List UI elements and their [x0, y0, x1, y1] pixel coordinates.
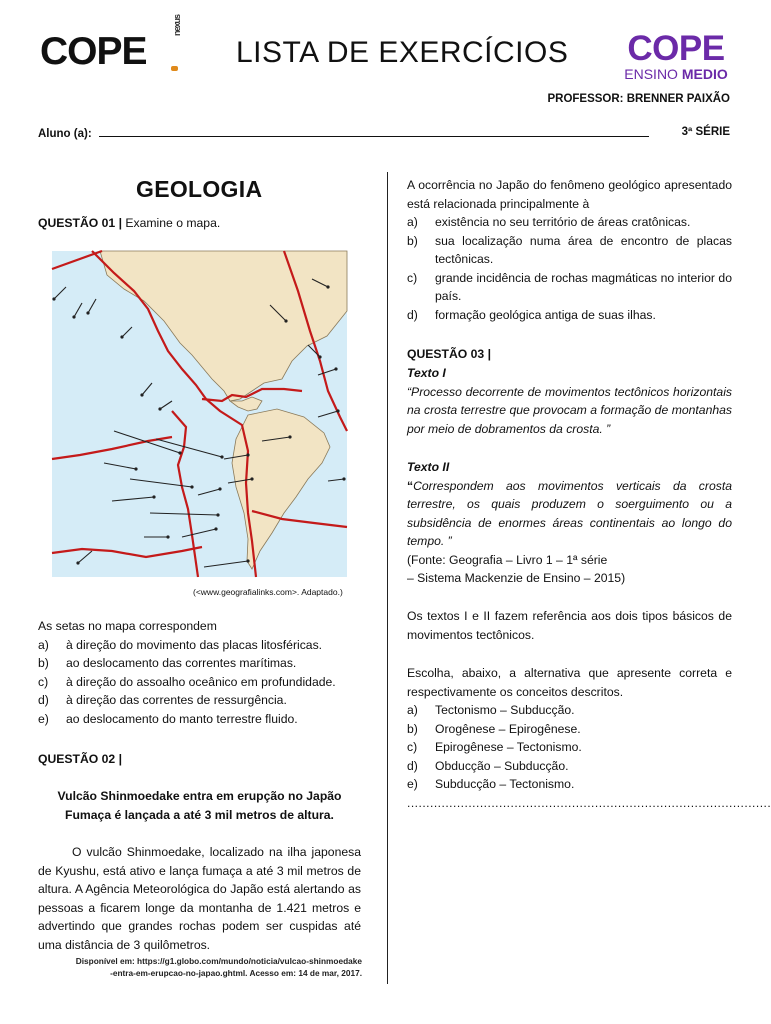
question-3-options	[407, 701, 732, 794]
option-text: existência no seu território de áreas cratônicas.	[435, 215, 691, 229]
texto-1	[407, 364, 732, 438]
option-text: grande incidência de rochas magmáticas no interior do país.	[435, 270, 732, 303]
question-2-label: QUESTÃO 02 |	[38, 752, 123, 766]
option-key: a)	[38, 637, 49, 652]
option-text: à direção do assoalho oceânico em profundidade.	[66, 674, 336, 689]
q1-option-b[interactable]	[38, 654, 361, 673]
q2-source-line-2: -entra-em-erupcao-no-japao.ghtml. Acesso em: 14 de mar, 2017.	[110, 968, 362, 978]
fonte-text-1: (Fonte: Geografia – Livro 1 – 1ª série	[407, 552, 608, 567]
option-key: a)	[407, 215, 418, 229]
q2-option-c[interactable]	[407, 269, 732, 306]
q2-source	[44, 955, 362, 979]
option-text: Tectonismo – Subducção.	[435, 703, 575, 717]
grade-label: 3ª SÉRIE	[681, 126, 730, 138]
logo-right-sub-b: MEDIO	[681, 66, 728, 82]
section-title: GEOLOGIA	[136, 176, 263, 202]
q3-option-b[interactable]	[407, 720, 732, 739]
q3-option-e[interactable]	[407, 775, 732, 794]
q2-source-line-1: Disponível em: https://g1.globo.com/mundo/noticia/vulcao-shinmoedake	[75, 956, 362, 966]
option-text: sua localização numa área de encontro de placas tectônicas.	[435, 233, 732, 266]
student-line	[38, 126, 730, 140]
option-key: c)	[38, 674, 49, 689]
option-text: Orogênese – Epirogênese.	[435, 721, 581, 736]
texto-2-body	[407, 477, 732, 551]
question-2-stem: A ocorrência no Japão do fenômeno geológico apresentado está relacionada principalmente à	[407, 178, 732, 211]
q2-headline-line-2: Fumaça é lançada a até 3 mil metros de altura.	[65, 807, 334, 822]
answer-dotted-line: ...............................................................................................	[407, 796, 771, 810]
option-text: Subducção – Tectonismo.	[435, 777, 575, 791]
map-credit: (<www.geografialinks.com>. Adaptado.)	[193, 587, 343, 597]
option-text: ao deslocamento do manto terrestre fluido.	[66, 711, 298, 726]
question-2-continued	[407, 176, 732, 324]
fonte-text-2: – Sistema Mackenzie de Ensino – 2015)	[407, 571, 626, 585]
texto-1-label: Texto I	[407, 366, 446, 380]
q3-paragraph-2: Escolha, abaixo, a alternativa que apresente correta e respectivamente os conceitos descritos.	[407, 666, 732, 699]
student-label: Aluno (a):	[38, 128, 92, 140]
q2-headline	[38, 787, 361, 824]
logo-right-text: COPE	[627, 29, 725, 68]
question-1-stem: As setas no mapa correspondem	[38, 619, 217, 633]
option-key: d)	[407, 307, 418, 322]
q1-option-a[interactable]	[38, 636, 361, 655]
texto-1-body: “Processo decorrente de movimentos tectônicos horizontais na crosta terrestre que provocam a formação de montanhas por meio de dobramentos da crosta. ”	[407, 384, 732, 436]
question-1-header	[38, 214, 361, 233]
question-3-label: QUESTÃO 03 |	[407, 347, 492, 361]
logo-left-subtext: nexus	[172, 14, 182, 36]
question-1-prompt: Examine o mapa.	[125, 216, 221, 230]
option-key: d)	[38, 693, 49, 707]
logo-right-subtext	[620, 66, 732, 82]
texto-2	[407, 458, 732, 588]
option-text: Epirogênese – Tectonismo.	[435, 740, 582, 754]
question-1-label: QUESTÃO 01 |	[38, 216, 123, 230]
q2-option-d[interactable]	[407, 306, 732, 325]
option-text: Obducção – Subducção.	[435, 758, 569, 773]
logo-left-text: COPE	[40, 30, 147, 73]
logo-accent-mark	[171, 66, 178, 71]
q2-option-a[interactable]	[407, 213, 732, 232]
texto-2-open-quote: “	[407, 478, 414, 493]
logo-right-sub-a: ENSINO	[624, 66, 678, 82]
option-key: b)	[38, 656, 49, 670]
option-text: ao deslocamento das correntes marítimas.	[66, 656, 297, 670]
option-key: c)	[407, 740, 418, 754]
option-key: c)	[407, 270, 418, 285]
student-name-blank[interactable]	[99, 126, 649, 137]
q1-option-e[interactable]	[38, 710, 361, 729]
fonte-line-1	[407, 551, 732, 570]
column-divider	[387, 172, 388, 984]
cope-nexus-logo	[40, 14, 182, 74]
cope-ensino-medio-logo	[620, 29, 732, 82]
q3-option-d[interactable]	[407, 757, 732, 776]
q1-option-d[interactable]	[38, 691, 361, 710]
option-key: b)	[407, 721, 418, 736]
q1-option-c[interactable]	[38, 673, 361, 692]
tectonic-plates-map	[52, 251, 347, 577]
professor-name: PROFESSOR: BRENNER PAIXÃO	[547, 93, 730, 105]
option-key: d)	[407, 758, 418, 773]
option-text: à direção das correntes de ressurgência.	[66, 693, 287, 707]
option-key: b)	[407, 233, 418, 248]
option-key: e)	[407, 777, 418, 791]
q3-option-a[interactable]	[407, 701, 732, 720]
q3-paragraph-1: Os textos I e II fazem referência aos dois tipos básicos de movimentos tectônicos.	[407, 609, 732, 642]
option-text: formação geológica antiga de suas ilhas.	[435, 307, 656, 322]
texto-2-text: Correspondem aos movimentos verticais da crosta terrestre, os quais produzem o soerguimento ou a subsidência de enormes áreas continentais ao longo do tempo. ”	[407, 478, 732, 548]
q2-headline-line-1: Vulcão Shinmoedake entra em erupção no Japão	[57, 789, 342, 803]
option-key: a)	[407, 703, 418, 717]
page-title: LISTA DE EXERCÍCIOS	[236, 36, 569, 69]
q2-article-body: O vulcão Shinmoedake, localizado na ilha japonesa de Kyushu, está ativo e lança fumaça a até 3 mil metros de altura. A Agência Meteorológica do Japão está alertando as pessoas a ficarem longe da montanha de 1.421 metros e advertindo que grandes rochas podem ser cuspidas até uma distância de 3 quilômetros.	[38, 845, 361, 952]
q2-option-b[interactable]	[407, 232, 732, 269]
option-key: e)	[38, 711, 49, 726]
option-text: à direção do movimento das placas litosféricas.	[66, 637, 323, 652]
q3-option-c[interactable]	[407, 738, 732, 757]
question-1-body	[38, 617, 361, 728]
texto-2-label: Texto II	[407, 460, 450, 474]
